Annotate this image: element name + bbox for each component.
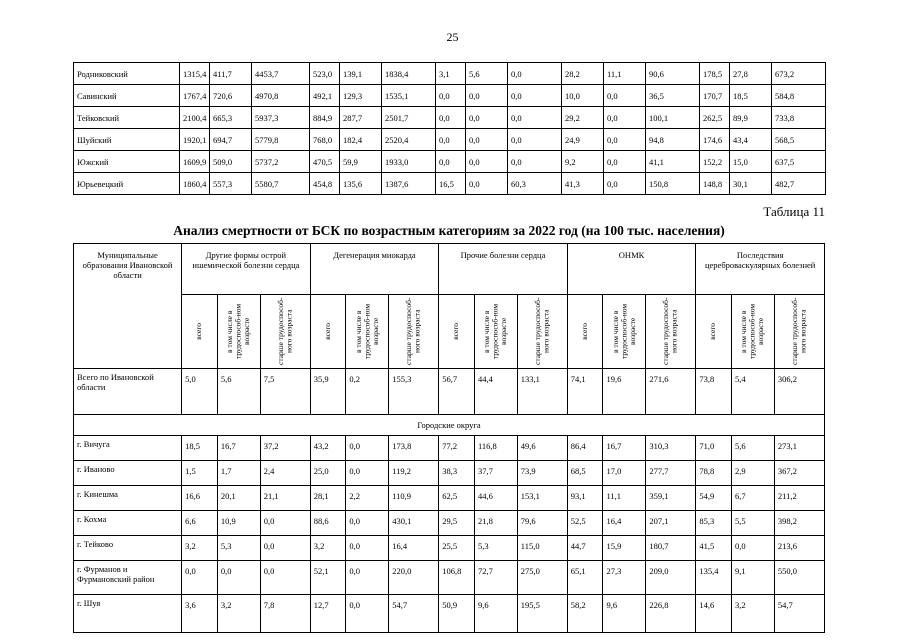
row-name: Шуйский xyxy=(74,129,180,151)
row-name: г. Иваново xyxy=(74,461,182,486)
row-name: Всего по Ивановской области xyxy=(74,369,182,415)
table-cell: 3,1 xyxy=(436,63,466,85)
table-cell: 74,1 xyxy=(567,369,603,415)
table-cell: 0,0 xyxy=(466,129,508,151)
subheader-cell xyxy=(217,295,260,369)
table-cell: 28,1 xyxy=(310,486,346,511)
table-cell: 1933,0 xyxy=(382,151,436,173)
group-header: Прочие болезни сердца xyxy=(439,244,568,295)
row-name: Савинский xyxy=(74,85,180,107)
table-cell: 0,0 xyxy=(260,536,310,561)
header-row xyxy=(74,244,825,295)
table-cell: 16,7 xyxy=(603,436,646,461)
table-cell: 0,0 xyxy=(508,129,562,151)
table-cell: 65,1 xyxy=(567,561,603,595)
table-row xyxy=(74,561,825,595)
table-cell: 310,3 xyxy=(646,436,696,461)
table-cell: 135,6 xyxy=(340,173,382,195)
table-cell: 277,7 xyxy=(646,461,696,486)
table-cell: 1387,6 xyxy=(382,173,436,195)
table-cell: 110,9 xyxy=(389,486,439,511)
subheader-label: всего xyxy=(194,323,204,340)
row-name: Родниковский xyxy=(74,63,180,85)
table-title: Анализ смертности от БСК по возрастным категориям за 2022 год (на 100 тыс. населения) xyxy=(173,223,725,238)
table-cell: 3,2 xyxy=(310,536,346,561)
table-cell: 173,8 xyxy=(389,436,439,461)
table-cell: 5580,7 xyxy=(252,173,310,195)
table-cell: 37,2 xyxy=(260,436,310,461)
subheader-cell xyxy=(310,295,346,369)
table-cell: 100,1 xyxy=(646,107,700,129)
table-cell: 213,6 xyxy=(774,536,824,561)
table-row xyxy=(74,85,826,107)
table-cell: 152,2 xyxy=(700,151,730,173)
table-cell: 275,0 xyxy=(517,561,567,595)
table-cell: 78,8 xyxy=(696,461,732,486)
table-cell: 0,0 xyxy=(260,511,310,536)
row-name: Южский xyxy=(74,151,180,173)
row-name: г. Тейково xyxy=(74,536,182,561)
table-cell: 0,0 xyxy=(436,129,466,151)
table-cell: 52,1 xyxy=(310,561,346,595)
table-cell: 174,6 xyxy=(700,129,730,151)
table-cell: 0,0 xyxy=(604,173,646,195)
table-cell: 36,5 xyxy=(646,85,700,107)
table-cell: 1838,4 xyxy=(382,63,436,85)
table-cell: 17,0 xyxy=(603,461,646,486)
table-cell: 133,1 xyxy=(517,369,567,415)
table-cell: 209,0 xyxy=(646,561,696,595)
table-cell: 0,0 xyxy=(466,173,508,195)
table-cell: 0,0 xyxy=(346,561,389,595)
table-cell: 19,6 xyxy=(603,369,646,415)
table-row xyxy=(74,436,825,461)
table-cell: 73,9 xyxy=(517,461,567,486)
table-row xyxy=(74,107,826,129)
table-cell: 79,6 xyxy=(517,511,567,536)
table-cell: 1609,9 xyxy=(180,151,210,173)
table-row xyxy=(74,511,825,536)
table-cell: 211,2 xyxy=(774,486,824,511)
table-cell: 454,8 xyxy=(310,173,340,195)
table-cell: 0,0 xyxy=(604,129,646,151)
table-cell: 29,2 xyxy=(562,107,604,129)
continued-table xyxy=(73,62,826,195)
table-row xyxy=(74,536,825,561)
table-cell: 359,1 xyxy=(646,486,696,511)
table-cell: 3,2 xyxy=(732,595,775,633)
table-cell: 0,0 xyxy=(182,561,218,595)
table-cell: 482,7 xyxy=(772,173,826,195)
table-cell: 1535,1 xyxy=(382,85,436,107)
row-name: г. Вичуга xyxy=(74,436,182,461)
table-cell: 6,7 xyxy=(732,486,775,511)
table-cell: 550,0 xyxy=(774,561,824,595)
table-cell: 139,1 xyxy=(340,63,382,85)
table-cell: 115,0 xyxy=(517,536,567,561)
table-cell: 170,7 xyxy=(700,85,730,107)
table-cell: 71,0 xyxy=(696,436,732,461)
subheader-label: в том числе в трудоспособ-ном возрасте xyxy=(610,303,637,360)
table-cell: 273,1 xyxy=(774,436,824,461)
table-cell: 10,9 xyxy=(217,511,260,536)
table-cell: 0,0 xyxy=(604,107,646,129)
table-cell: 94,8 xyxy=(646,129,700,151)
subheader-cell xyxy=(439,295,475,369)
row-name: г. Шуя xyxy=(74,595,182,633)
table-cell: 568,5 xyxy=(772,129,826,151)
table-cell: 3,2 xyxy=(182,536,218,561)
table-cell: 41,3 xyxy=(562,173,604,195)
table-cell: 470,5 xyxy=(310,151,340,173)
group-header: Последствия цереброваскулярных болезней xyxy=(696,244,825,295)
table-cell: 3,6 xyxy=(182,595,218,633)
table-cell: 129,3 xyxy=(340,85,382,107)
table-cell: 5737,2 xyxy=(252,151,310,173)
table-row xyxy=(74,151,826,173)
table-cell: 492,1 xyxy=(310,85,340,107)
table-cell: 135,4 xyxy=(696,561,732,595)
municipality-header: Муниципальные образования Ивановской области xyxy=(74,244,182,369)
table-cell: 116,8 xyxy=(474,436,517,461)
table-cell: 68,5 xyxy=(567,461,603,486)
table-cell: 15,0 xyxy=(730,151,772,173)
table-cell: 584,8 xyxy=(772,85,826,107)
table-cell: 16,5 xyxy=(436,173,466,195)
table-cell: 16,7 xyxy=(217,436,260,461)
subheader-cell xyxy=(346,295,389,369)
table-cell: 5,6 xyxy=(732,436,775,461)
table-cell: 72,7 xyxy=(474,561,517,595)
table-cell: 60,3 xyxy=(508,173,562,195)
table-cell: 9,1 xyxy=(732,561,775,595)
table-cell: 73,8 xyxy=(696,369,732,415)
table-cell: 16,4 xyxy=(603,511,646,536)
table-cell: 44,7 xyxy=(567,536,603,561)
table-cell: 11,1 xyxy=(604,63,646,85)
table-cell: 5,6 xyxy=(217,369,260,415)
table-cell: 178,5 xyxy=(700,63,730,85)
subheader-row xyxy=(74,295,825,369)
subheader-label: в том числе в трудоспособ-ном возрасте xyxy=(739,303,766,360)
table-cell: 195,5 xyxy=(517,595,567,633)
table-cell: 44,4 xyxy=(474,369,517,415)
table-cell: 106,8 xyxy=(439,561,475,595)
table-row xyxy=(74,486,825,511)
subheader-label: всего xyxy=(708,323,718,340)
table-cell: 673,2 xyxy=(772,63,826,85)
table-cell: 9,6 xyxy=(603,595,646,633)
table-cell: 5,4 xyxy=(732,369,775,415)
table-cell: 77,2 xyxy=(439,436,475,461)
table-cell: 12,7 xyxy=(310,595,346,633)
table-cell: 0,0 xyxy=(508,151,562,173)
table-cell: 90,6 xyxy=(646,63,700,85)
row-name: Юрьевецкий xyxy=(74,173,180,195)
table-cell: 38,3 xyxy=(439,461,475,486)
table-cell: 0,0 xyxy=(436,107,466,129)
table-cell: 28,2 xyxy=(562,63,604,85)
table-cell: 21,8 xyxy=(474,511,517,536)
subheader-cell xyxy=(696,295,732,369)
table-cell: 411,7 xyxy=(210,63,252,85)
table-cell: 768,0 xyxy=(310,129,340,151)
table-cell: 35,9 xyxy=(310,369,346,415)
table-cell: 180,7 xyxy=(646,536,696,561)
table-cell: 14,6 xyxy=(696,595,732,633)
table-cell: 0,0 xyxy=(260,561,310,595)
table-cell: 88,6 xyxy=(310,511,346,536)
table-cell: 306,2 xyxy=(774,369,824,415)
table-cell: 0,0 xyxy=(604,85,646,107)
table-cell: 0,0 xyxy=(508,63,562,85)
table-cell: 85,3 xyxy=(696,511,732,536)
table-cell: 86,4 xyxy=(567,436,603,461)
table-cell: 50,9 xyxy=(439,595,475,633)
table-row xyxy=(74,63,826,85)
table-cell: 1,7 xyxy=(217,461,260,486)
table-cell: 1315,4 xyxy=(180,63,210,85)
table-cell: 52,5 xyxy=(567,511,603,536)
row-name: г. Кинешма xyxy=(74,486,182,511)
subheader-label: в том числе в трудоспособ-ном возрасте xyxy=(353,303,380,360)
group-header: Дегенерация миокарда xyxy=(310,244,439,295)
table-cell: 2,4 xyxy=(260,461,310,486)
table-cell: 41,1 xyxy=(646,151,700,173)
table-cell: 18,5 xyxy=(182,436,218,461)
subheader-cell xyxy=(474,295,517,369)
table-cell: 694,7 xyxy=(210,129,252,151)
subheader-cell xyxy=(517,295,567,369)
table-cell: 24,9 xyxy=(562,129,604,151)
table-cell: 398,2 xyxy=(774,511,824,536)
table-cell: 0,0 xyxy=(732,536,775,561)
section-row xyxy=(74,415,825,436)
table-cell: 1,5 xyxy=(182,461,218,486)
table-cell: 226,8 xyxy=(646,595,696,633)
table-cell: 153,1 xyxy=(517,486,567,511)
group-header: Другие формы острой ишемической болезни сердца xyxy=(182,244,311,295)
table-cell: 44,6 xyxy=(474,486,517,511)
subheader-label: старше трудоспособ-ного возраста xyxy=(789,297,808,366)
subheader-cell xyxy=(182,295,218,369)
table-cell: 0,0 xyxy=(346,536,389,561)
subheader-label: всего xyxy=(579,323,589,340)
table-cell: 16,4 xyxy=(389,536,439,561)
table-cell: 54,7 xyxy=(389,595,439,633)
table-cell: 41,5 xyxy=(696,536,732,561)
mortality-table xyxy=(73,243,825,633)
subheader-label: в том числе в трудоспособ-ном возрасте xyxy=(482,303,509,360)
table-cell: 4970,8 xyxy=(252,85,310,107)
table-cell: 2501,7 xyxy=(382,107,436,129)
row-name: Тейковский xyxy=(74,107,180,129)
table-cell: 56,7 xyxy=(439,369,475,415)
table-cell: 25,0 xyxy=(310,461,346,486)
table-cell: 0,0 xyxy=(508,107,562,129)
row-name: г. Кохма xyxy=(74,511,182,536)
table-cell: 0,0 xyxy=(217,561,260,595)
table-cell: 27,8 xyxy=(730,63,772,85)
table-cell: 0,0 xyxy=(346,511,389,536)
table-cell: 0,0 xyxy=(466,107,508,129)
table-cell: 7,5 xyxy=(260,369,310,415)
table-cell: 0,0 xyxy=(466,151,508,173)
table-cell: 0,0 xyxy=(508,85,562,107)
table-cell: 37,7 xyxy=(474,461,517,486)
table-cell: 5,0 xyxy=(182,369,218,415)
table-cell: 637,5 xyxy=(772,151,826,173)
table-cell: 7,8 xyxy=(260,595,310,633)
table-cell: 271,6 xyxy=(646,369,696,415)
table-cell: 11,1 xyxy=(603,486,646,511)
table-cell: 93,1 xyxy=(567,486,603,511)
table-cell: 62,5 xyxy=(439,486,475,511)
subheader-cell xyxy=(389,295,439,369)
table-cell: 27,3 xyxy=(603,561,646,595)
table-cell: 5,5 xyxy=(732,511,775,536)
table-cell: 16,6 xyxy=(182,486,218,511)
subheader-cell xyxy=(774,295,824,369)
table-cell: 0,0 xyxy=(346,595,389,633)
group-header: ОНМК xyxy=(567,244,696,295)
subheader-label: старше трудоспособ-ного возраста xyxy=(404,297,422,366)
table-cell: 207,1 xyxy=(646,511,696,536)
table-cell: 182,4 xyxy=(340,129,382,151)
table-row xyxy=(74,173,826,195)
table-cell: 9,6 xyxy=(474,595,517,633)
table-cell: 0,0 xyxy=(346,461,389,486)
table-cell: 884,9 xyxy=(310,107,340,129)
table-cell: 6,6 xyxy=(182,511,218,536)
table-cell: 58,2 xyxy=(567,595,603,633)
table-cell: 89,9 xyxy=(730,107,772,129)
table-cell: 43,4 xyxy=(730,129,772,151)
table-cell: 557,3 xyxy=(210,173,252,195)
table-cell: 29,5 xyxy=(439,511,475,536)
table-cell: 509,0 xyxy=(210,151,252,173)
table-caption: Таблица 11 xyxy=(763,204,825,219)
table-cell: 1860,4 xyxy=(180,173,210,195)
subheader-label: старше трудоспособ-ного возраста xyxy=(275,297,294,366)
table-cell: 5937,3 xyxy=(252,107,310,129)
table-row xyxy=(74,595,825,633)
table-cell: 9,2 xyxy=(562,151,604,173)
table-cell: 2,2 xyxy=(346,486,389,511)
table-cell: 430,1 xyxy=(389,511,439,536)
table-cell: 21,1 xyxy=(260,486,310,511)
table-cell: 220,0 xyxy=(389,561,439,595)
table-cell: 0,0 xyxy=(436,151,466,173)
table-cell: 2520,4 xyxy=(382,129,436,151)
table-cell: 43,2 xyxy=(310,436,346,461)
table-cell: 54,7 xyxy=(774,595,824,633)
table-cell: 0,0 xyxy=(466,85,508,107)
table-cell: 49,6 xyxy=(517,436,567,461)
table-cell: 720,6 xyxy=(210,85,252,107)
table-cell: 2100,4 xyxy=(180,107,210,129)
table-cell: 18,5 xyxy=(730,85,772,107)
table-cell: 0,2 xyxy=(346,369,389,415)
subheader-cell xyxy=(603,295,646,369)
table-cell: 733,8 xyxy=(772,107,826,129)
table-cell: 150,8 xyxy=(646,173,700,195)
table-cell: 25,5 xyxy=(439,536,475,561)
table-cell: 10,0 xyxy=(562,85,604,107)
table-cell: 15,9 xyxy=(603,536,646,561)
section-label: Городские округа xyxy=(74,415,825,436)
page-number: 25 xyxy=(446,30,459,44)
subheader-label: старше трудоспособ-ного возраста xyxy=(532,297,551,366)
table-cell: 54,9 xyxy=(696,486,732,511)
total-row xyxy=(74,369,825,415)
table-cell: 59,9 xyxy=(340,151,382,173)
table-cell: 0,0 xyxy=(346,436,389,461)
table-cell: 155,3 xyxy=(389,369,439,415)
table-row xyxy=(74,461,825,486)
subheader-cell xyxy=(732,295,775,369)
table-cell: 5,3 xyxy=(474,536,517,561)
table-cell: 523,0 xyxy=(310,63,340,85)
table-cell: 20,1 xyxy=(217,486,260,511)
table-cell: 262,5 xyxy=(700,107,730,129)
table-cell: 287,7 xyxy=(340,107,382,129)
subheader-cell xyxy=(260,295,310,369)
table-cell: 4453,7 xyxy=(252,63,310,85)
table-cell: 0,0 xyxy=(436,85,466,107)
table-cell: 665,3 xyxy=(210,107,252,129)
table-cell: 1920,1 xyxy=(180,129,210,151)
table-cell: 2,9 xyxy=(732,461,775,486)
subheader-label: в том числе в трудоспособ-ном возрасте xyxy=(225,303,252,360)
table-cell: 30,1 xyxy=(730,173,772,195)
table-cell: 119,2 xyxy=(389,461,439,486)
table-cell: 5,3 xyxy=(217,536,260,561)
table-cell: 1767,4 xyxy=(180,85,210,107)
table-cell: 148,8 xyxy=(700,173,730,195)
row-name: г. Фурманов и Фурмановский район xyxy=(74,561,182,595)
subheader-label: старше трудоспособ-ного возраста xyxy=(661,297,679,366)
table-cell: 5,6 xyxy=(466,63,508,85)
table-cell: 5779,8 xyxy=(252,129,310,151)
table-row xyxy=(74,129,826,151)
table-cell: 0,0 xyxy=(604,151,646,173)
subheader-label: всего xyxy=(451,323,461,340)
subheader-label: всего xyxy=(322,323,332,340)
subheader-cell xyxy=(646,295,696,369)
table-cell: 367,2 xyxy=(774,461,824,486)
table-cell: 3,2 xyxy=(217,595,260,633)
subheader-cell xyxy=(567,295,603,369)
